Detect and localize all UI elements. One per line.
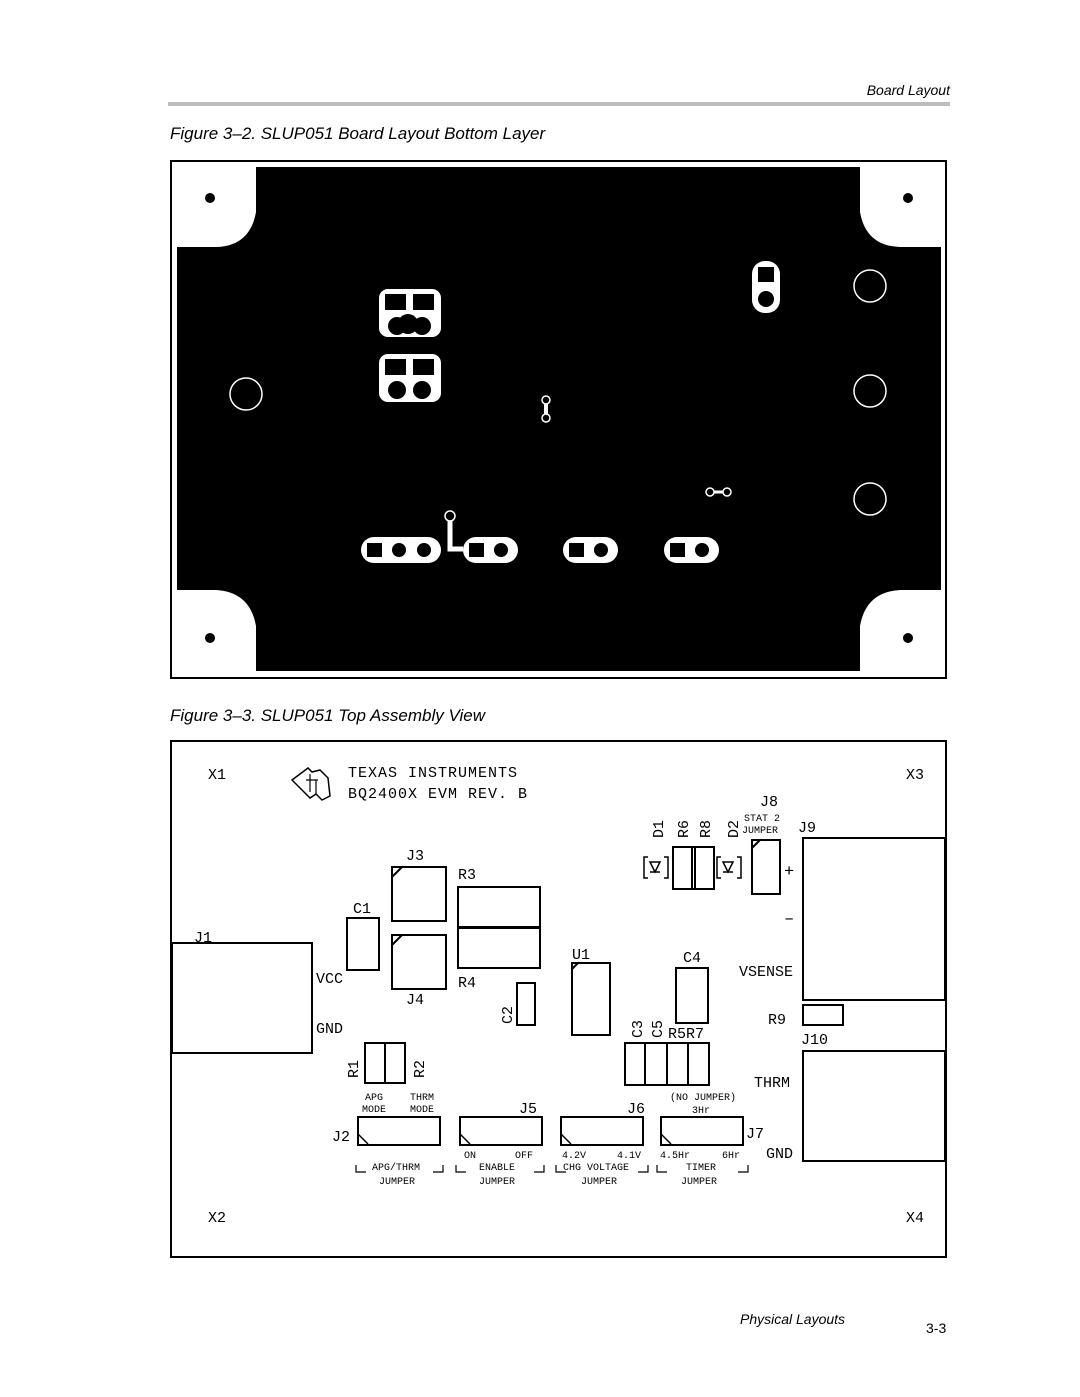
pad-row-j5 bbox=[463, 537, 518, 563]
label-j3: J3 bbox=[406, 848, 425, 865]
label-r3: R3 bbox=[458, 867, 477, 884]
section-title: Board Layout bbox=[866, 82, 950, 98]
label-jumper-j8: JUMPER bbox=[742, 826, 779, 837]
label-u1: U1 bbox=[572, 947, 591, 964]
label-apg-mode: MODE bbox=[362, 1105, 387, 1116]
label-thrm-sub: THRM bbox=[410, 1093, 435, 1104]
label-gnd: GND bbox=[316, 1021, 344, 1038]
label-c3: C3 bbox=[630, 1019, 647, 1038]
mount-hole-tr bbox=[903, 193, 913, 203]
logo-line-1: TEXAS INSTRUMENTS bbox=[348, 765, 519, 782]
label-r1: R1 bbox=[346, 1059, 363, 1078]
header-rule bbox=[168, 102, 950, 106]
label-chg-voltage: CHG VOLTAGE bbox=[563, 1163, 630, 1174]
label-x1: X1 bbox=[208, 767, 227, 784]
label-off: OFF bbox=[515, 1151, 534, 1162]
figure-2-caption: Figure 3–2. SLUP051 Board Layout Bottom Layer bbox=[170, 124, 546, 143]
label-r9: R9 bbox=[768, 1012, 787, 1029]
label-vsense: VSENSE bbox=[739, 964, 794, 981]
mount-hole-br bbox=[903, 633, 913, 643]
label-4-2v: 4.2V bbox=[562, 1151, 587, 1162]
hole-right-3 bbox=[854, 483, 886, 515]
label-apg: APG bbox=[365, 1093, 384, 1104]
label-x4: X4 bbox=[906, 1210, 925, 1227]
logo-line-2: BQ2400X EVM REV. B bbox=[348, 786, 529, 803]
label-j2: J2 bbox=[332, 1129, 351, 1146]
label-jumper-4: JUMPER bbox=[681, 1177, 718, 1188]
label-j10: J10 bbox=[801, 1032, 829, 1049]
label-stat2: STAT 2 bbox=[744, 814, 781, 825]
hole-right-1 bbox=[854, 270, 886, 302]
label-c2: C2 bbox=[500, 1005, 517, 1024]
label-j9: J9 bbox=[798, 820, 817, 837]
footer-section: Physical Layouts bbox=[740, 1311, 846, 1327]
label-c1: C1 bbox=[353, 901, 372, 918]
label-d1: D1 bbox=[651, 819, 668, 838]
label-timer: TIMER bbox=[686, 1163, 717, 1174]
label-c4: C4 bbox=[683, 950, 702, 967]
label-j4: J4 bbox=[406, 992, 425, 1009]
label-apg-thrm: APG/THRM bbox=[372, 1163, 421, 1174]
pad-row-j2 bbox=[361, 537, 441, 563]
label-4-1v: 4.1V bbox=[617, 1151, 642, 1162]
figure-3-caption: Figure 3–3. SLUP051 Top Assembly View bbox=[170, 706, 485, 725]
label-r6: R6 bbox=[676, 819, 693, 838]
label-c5: C5 bbox=[650, 1019, 667, 1038]
label-j8: J8 bbox=[760, 794, 779, 811]
hole-right-2 bbox=[854, 375, 886, 407]
label-plus: + bbox=[784, 863, 795, 882]
label-r2: R2 bbox=[412, 1059, 429, 1078]
label-thrm: THRM bbox=[754, 1075, 791, 1092]
label-enable: ENABLE bbox=[479, 1163, 516, 1174]
label-j1: J1 bbox=[194, 930, 213, 947]
mount-hole-bl bbox=[205, 633, 215, 643]
pad-block-lower bbox=[379, 354, 441, 402]
bottom-layer-figure bbox=[170, 160, 947, 679]
label-j7: J7 bbox=[746, 1126, 765, 1143]
copper-pour bbox=[177, 167, 941, 671]
label-vcc: VCC bbox=[316, 971, 344, 988]
pad-block-upper bbox=[379, 289, 441, 337]
label-no-jumper: (NO JUMPER) bbox=[670, 1093, 737, 1104]
label-4-5hr: 4.5Hr bbox=[660, 1151, 691, 1162]
label-6hr: 6Hr bbox=[722, 1151, 741, 1162]
label-d2: D2 bbox=[726, 819, 743, 838]
label-jumper-1: JUMPER bbox=[379, 1177, 416, 1188]
label-jumper-3: JUMPER bbox=[581, 1177, 618, 1188]
label-x3: X3 bbox=[906, 767, 925, 784]
label-jumper-2: JUMPER bbox=[479, 1177, 516, 1188]
top-assembly-figure bbox=[170, 740, 947, 1258]
label-r8: R8 bbox=[698, 819, 715, 838]
label-on: ON bbox=[464, 1151, 477, 1162]
label-3hr: 3Hr bbox=[692, 1106, 711, 1117]
pad-row-j7 bbox=[664, 537, 719, 563]
mount-hole-tl bbox=[205, 193, 215, 203]
label-r5r7: R5R7 bbox=[668, 1026, 705, 1043]
label-x2: X2 bbox=[208, 1210, 227, 1227]
label-j6: J6 bbox=[627, 1101, 646, 1118]
label-r4: R4 bbox=[458, 975, 477, 992]
pad-row-j6 bbox=[563, 537, 618, 563]
label-thrm-mode: MODE bbox=[410, 1105, 435, 1116]
pad-vertical-right bbox=[752, 261, 780, 313]
label-minus: – bbox=[784, 910, 795, 929]
hole-left bbox=[230, 378, 262, 410]
label-gnd-2: GND bbox=[766, 1146, 794, 1163]
label-j5: J5 bbox=[519, 1101, 538, 1118]
page-number: 3-3 bbox=[926, 1320, 947, 1336]
